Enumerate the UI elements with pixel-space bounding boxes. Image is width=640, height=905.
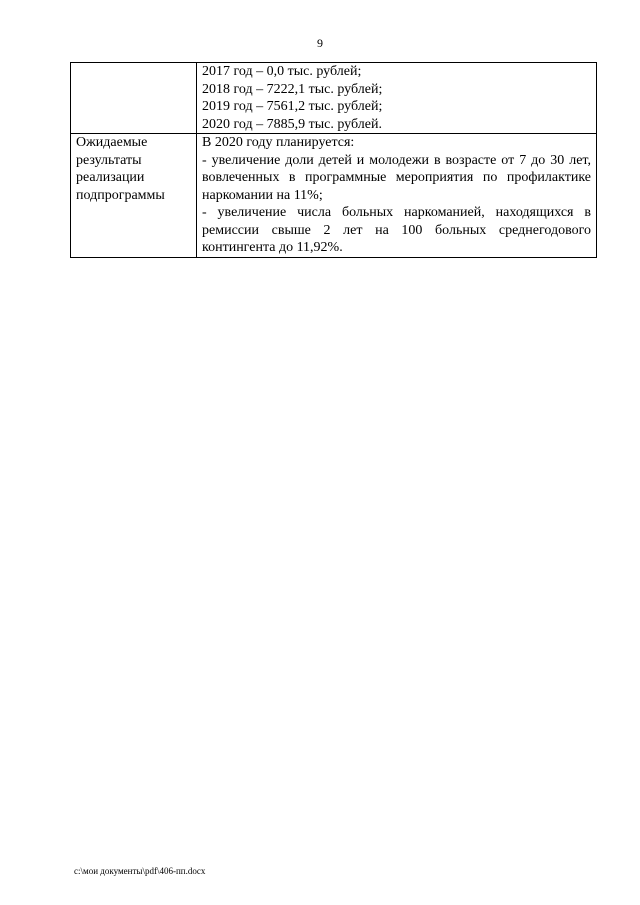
funding-line-2018: 2018 год – 7222,1 тыс. рублей; xyxy=(202,81,383,97)
results-item-youth: - увеличение доли детей и молодежи в возрасте от 7 до 30 лет, вовлеченных в программные мероприятия по профилактике наркомании на 11%; xyxy=(202,152,591,203)
funding-line-2020: 2020 год – 7885,9 тыс. рублей. xyxy=(202,116,382,132)
results-item-remission: - увеличение числа больных наркоманией, находящихся в ремиссии свыше 2 лет на 100 больных среднегодового контингента до 11,92%. xyxy=(202,205,591,255)
label-line: реализации xyxy=(76,170,145,185)
page-number: 9 xyxy=(317,36,323,50)
subprogram-table xyxy=(70,62,597,258)
funding-line-2019: 2019 год – 7561,2 тыс. рублей; xyxy=(202,99,383,114)
label-line: результаты xyxy=(76,152,142,168)
funding-label-cell xyxy=(71,63,197,134)
label-line: Ожидаемые xyxy=(76,135,148,150)
results-intro: В 2020 году планируется: xyxy=(202,135,355,150)
table-row-funding xyxy=(71,63,597,134)
funding-line-2017: 2017 год – 0,0 тыс. рублей; xyxy=(202,64,362,79)
expected-results-content-cell xyxy=(197,134,597,258)
expected-results-label-cell xyxy=(71,134,197,258)
funding-content-cell xyxy=(197,63,597,134)
table-row-expected-results xyxy=(71,134,597,258)
label-line: подпрограммы xyxy=(76,187,165,203)
footer-file-path: c:\мои документы\pdf\406-пп.docx xyxy=(74,866,206,876)
